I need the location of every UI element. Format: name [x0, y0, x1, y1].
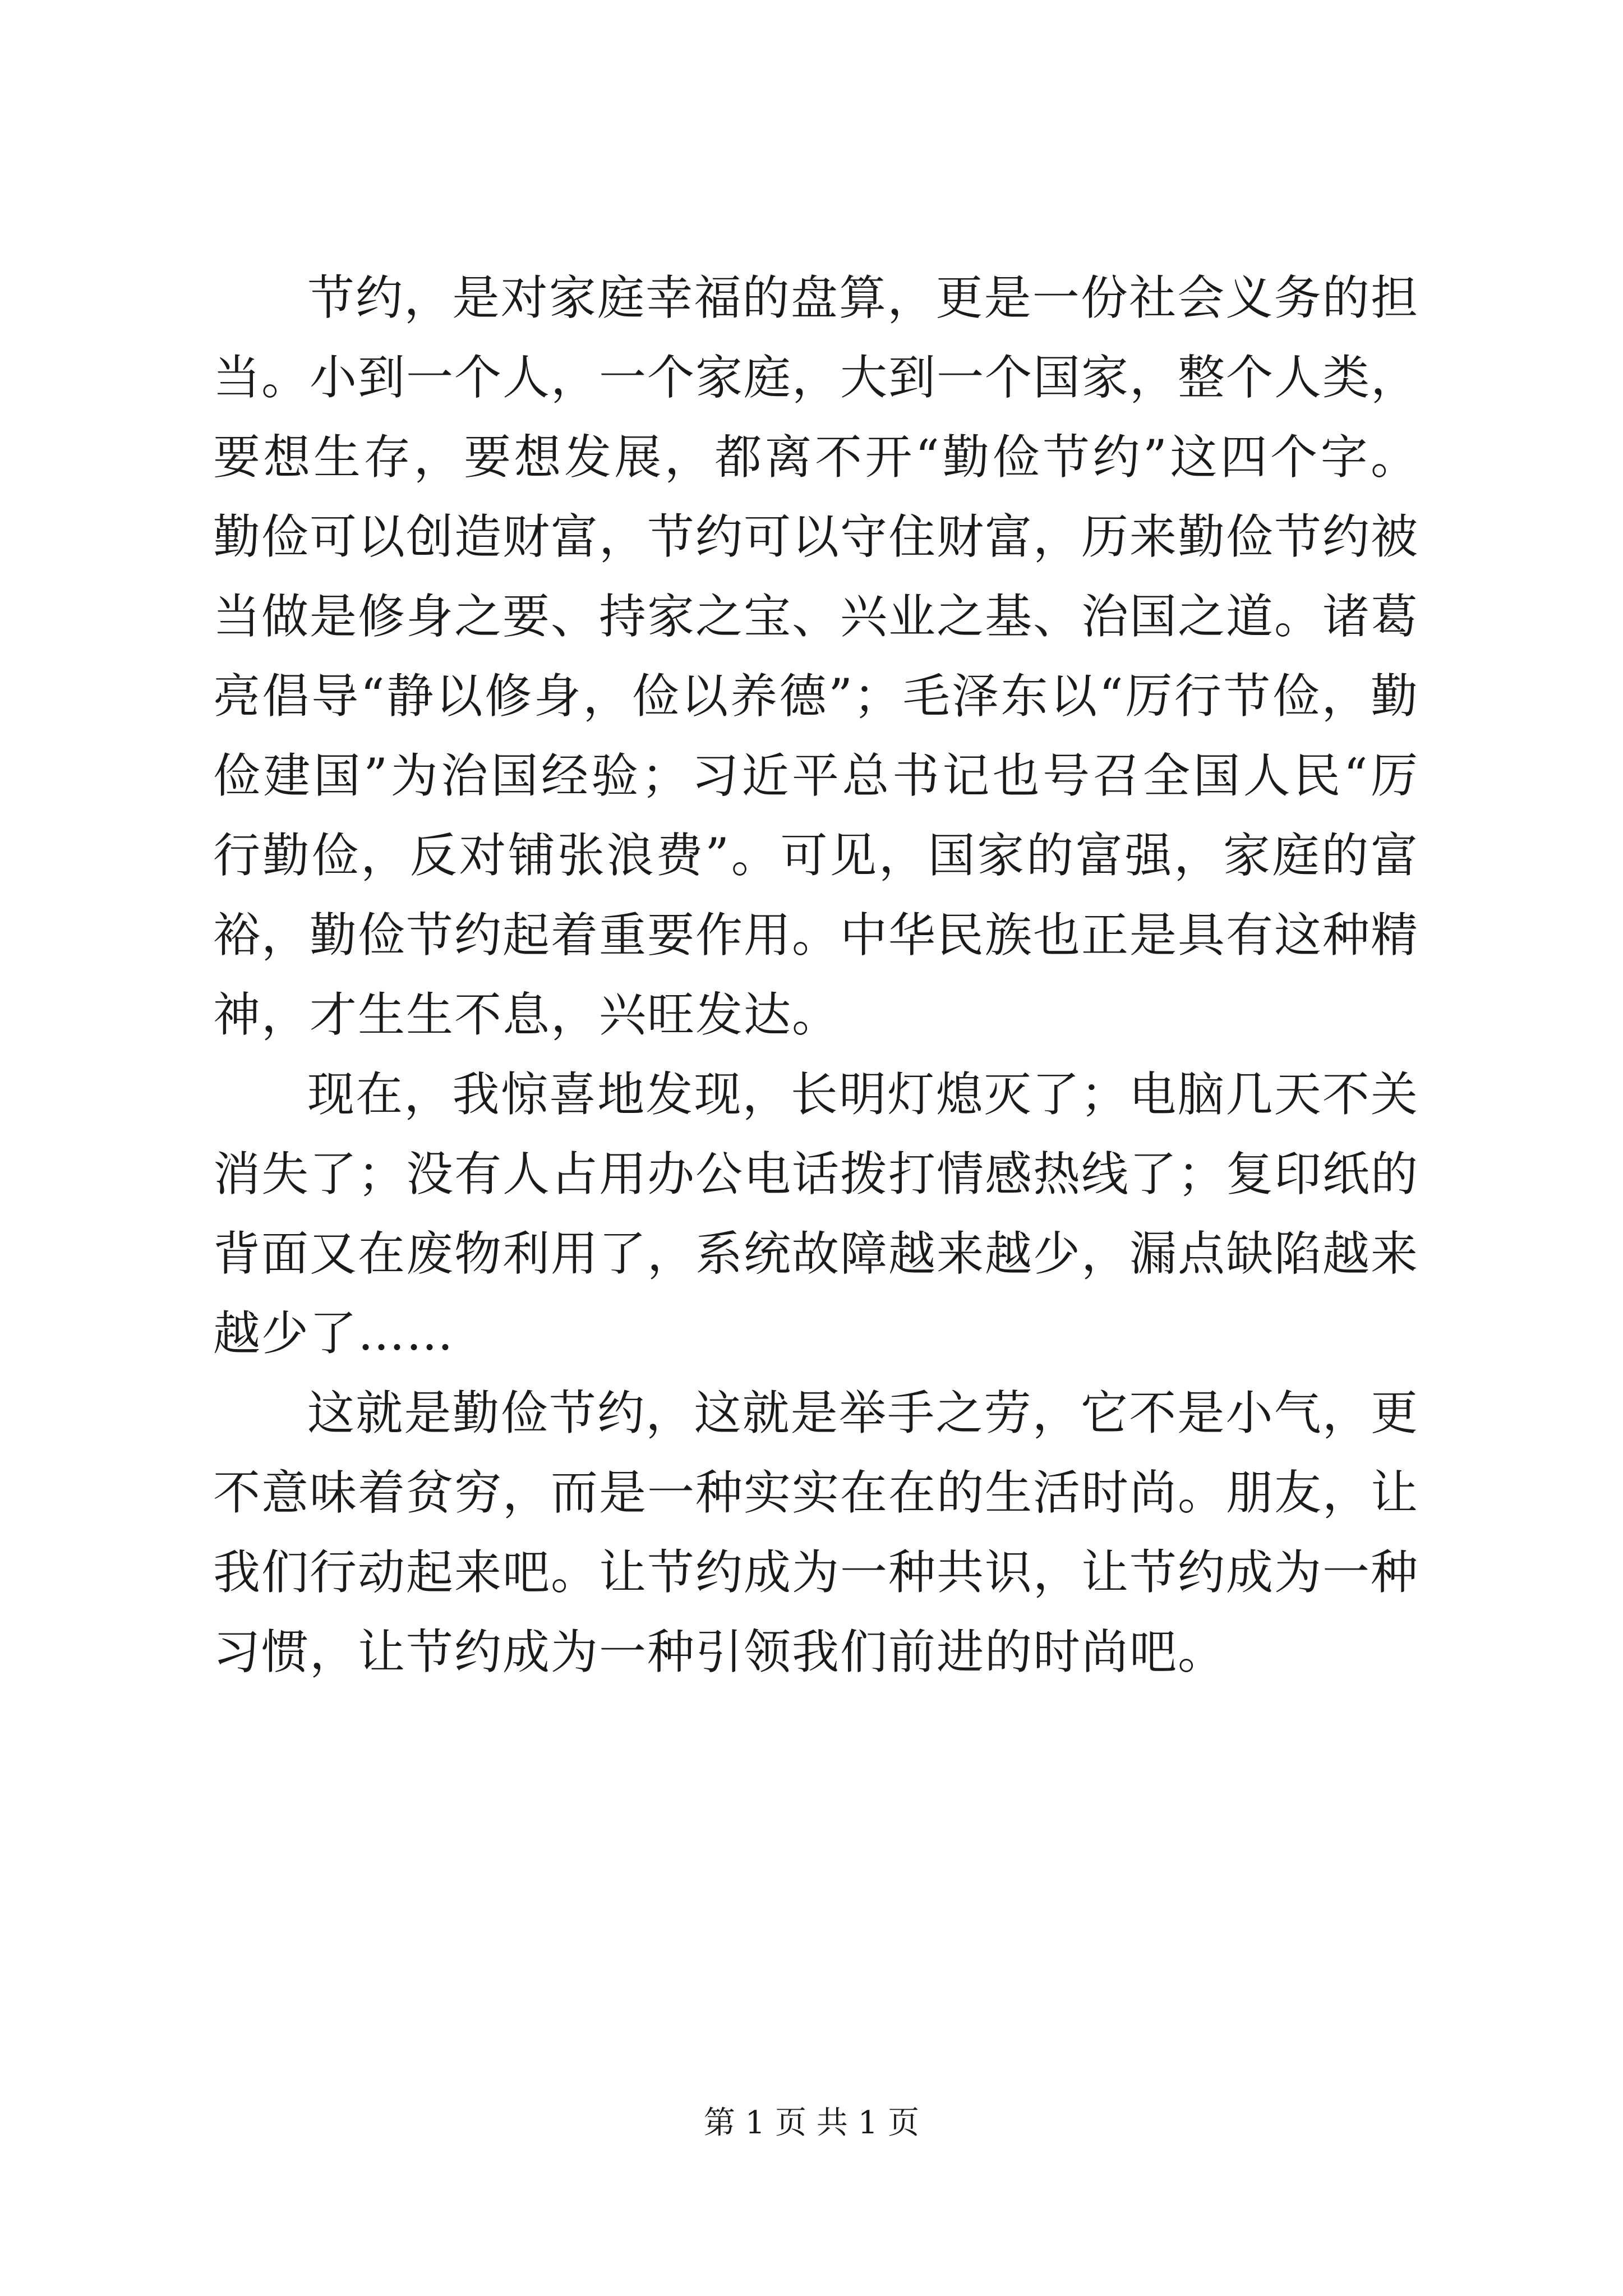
- paragraph-1: 节约，是对家庭幸福的盘算，更是一份社会义务的担当。小到一个人，一个家庭，大到一个国家，整个人类，要想生存，要想发展，都离不开“勤俭节约”这四个字。勤俭可以创造财富，节约可以守住财富，历来勤俭节约被当做是修身之要、持家之宝、兴业之基、治国之道。诸葛亮倡导“静以修身，俭以养德”；毛泽东以“厉行节俭，勤俭建国”为治国经验；习近平总书记也号召全国人民“厉行勤俭，反对铺张浪费”。可见，国家的富强，家庭的富裕，勤俭节约起着重要作用。中华民族也正是具有这种精神，才生生不息，兴旺发达。: [213, 270, 1419, 1042]
- document-body: [213, 258, 1419, 1692]
- paragraph-2: 现在，我惊喜地发现，长明灯熄灭了；电脑几天不关消失了；没有人占用办公电话拨打情感热线了；复印纸的背面又在废物利用了，系统故障越来越少，漏点缺陷越来越少了……: [213, 1067, 1419, 1361]
- page-number-footer: 第 1 页 共 1 页: [703, 2105, 920, 2141]
- paragraph-3: 这就是勤俭节约，这就是举手之劳，它不是小气，更不意味着贫穷，而是一种实实在在的生活时尚。朋友，让我们行动起来吧。让节约成为一种共识，让节约成为一种习惯，让节约成为一种引领我们前进的时尚吧。: [213, 1386, 1419, 1680]
